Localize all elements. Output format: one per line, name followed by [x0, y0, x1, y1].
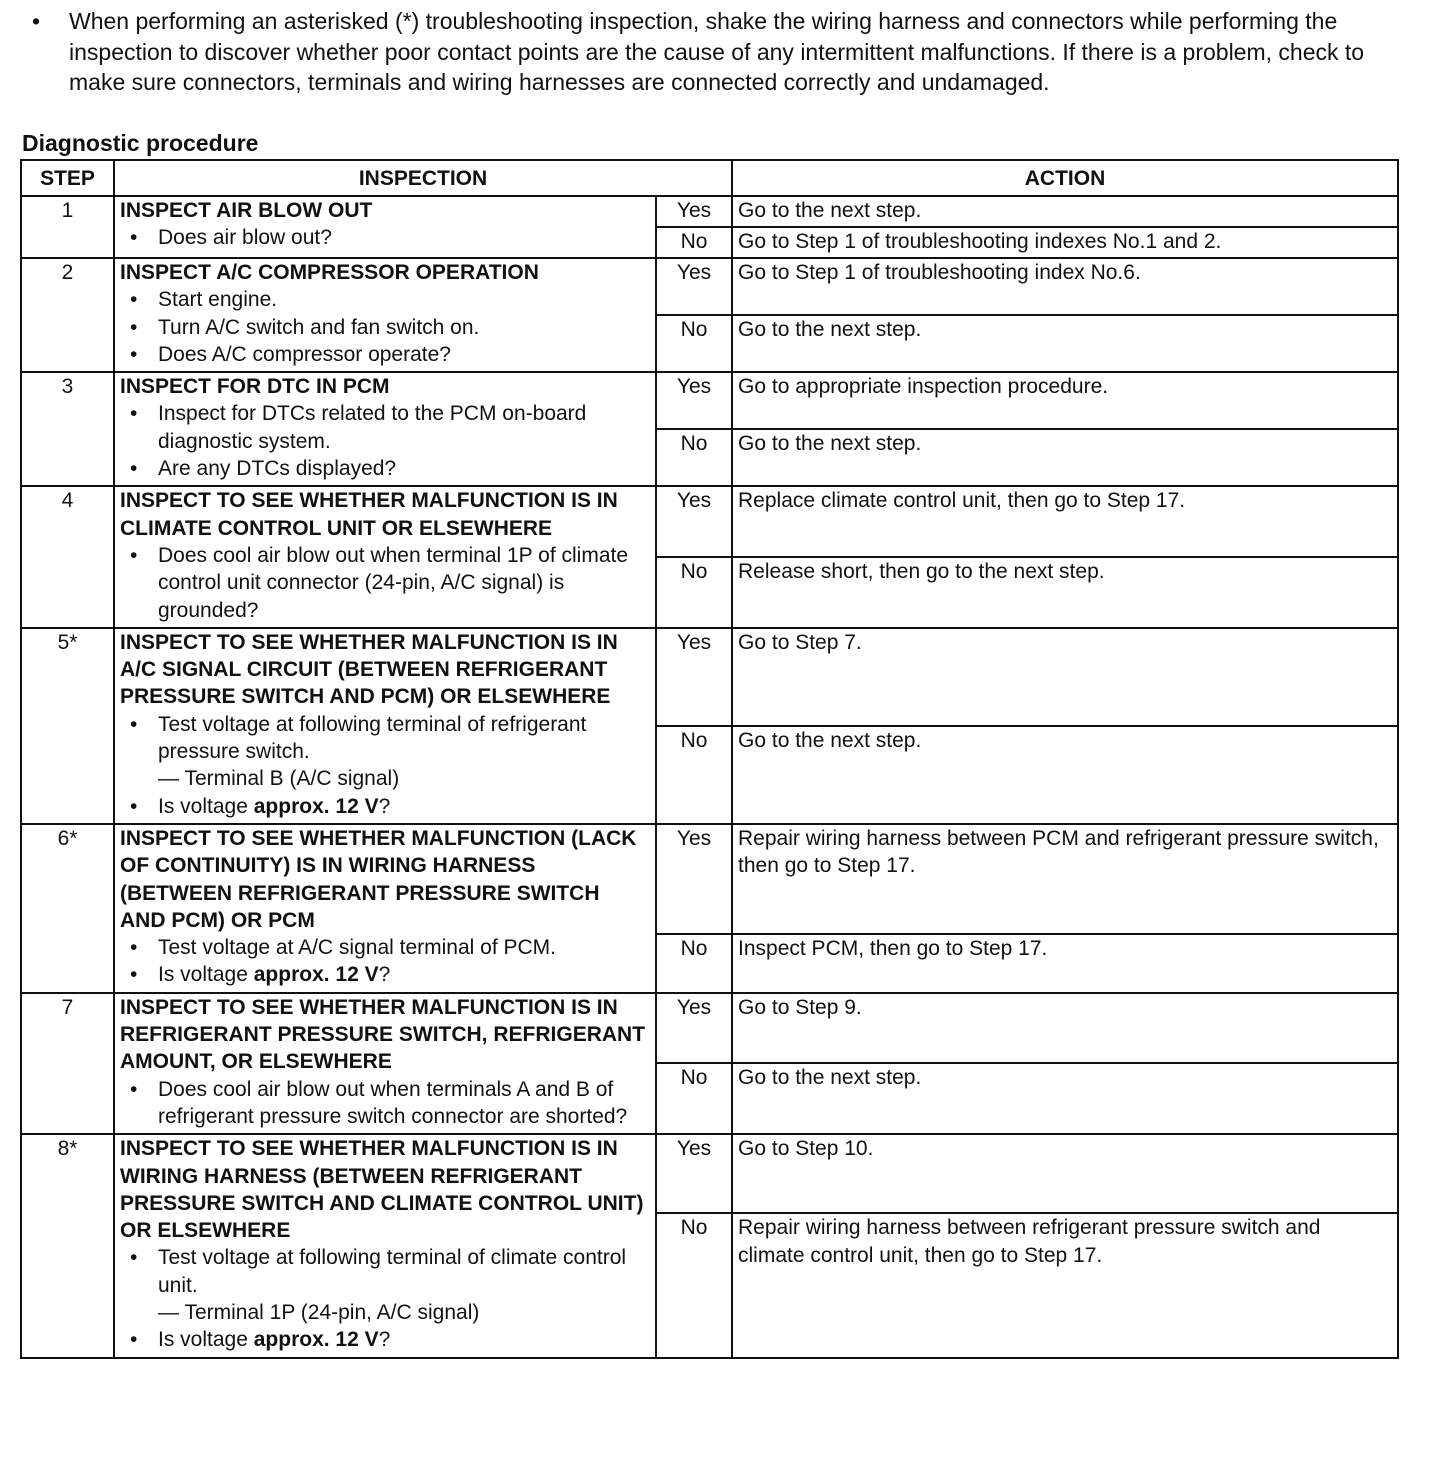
no-action: Go to the next step.: [732, 1063, 1398, 1134]
bullet-icon: •: [130, 794, 138, 818]
inspection-title: INSPECT FOR DTC IN PCM: [120, 375, 390, 399]
list-item: • Does A/C compressor operate?: [120, 341, 650, 368]
bullet-icon: •: [130, 712, 138, 736]
table-row: [21, 196, 1398, 227]
inspection-cell: [114, 824, 656, 993]
inspection-title: INSPECT TO SEE WHETHER MALFUNCTION IS IN CLIMATE CONTROL UNIT OR ELSEWHERE: [120, 489, 618, 540]
list-item: • Does cool air blow out when terminals A and B of refrigerant pressure switch connector are shorted?: [130, 1077, 628, 1128]
inspection-bullets: [120, 711, 650, 823]
inspection-cell: [114, 1134, 656, 1357]
no-action: Release short, then go to the next step.: [732, 557, 1398, 628]
no-label: No: [656, 557, 732, 628]
yes-label: Yes: [656, 196, 732, 227]
list-item: • Turn A/C switch and fan switch on.: [120, 314, 650, 341]
list-item: • Inspect for DTCs related to the PCM on-board diagnostic system.: [130, 402, 587, 453]
header-inspection: INSPECTION: [114, 160, 732, 196]
inspection-cell: [114, 486, 656, 627]
list-item: • Is voltage approx. 12 V?: [120, 793, 650, 820]
intro-text: When performing an asterisked (*) troubleshooting inspection, shake the wiring harness and connectors while performing the inspection to discover whether poor contact points are the cause of any intermittent malfunctions. If there is a problem, check to make sure connectors, terminals and wiring harnesses are connected correctly and undamaged.: [69, 8, 1365, 95]
inspection-title: INSPECT TO SEE WHETHER MALFUNCTION IS IN A/C SIGNAL CIRCUIT (BETWEEN REFRIGERANT PRESSURE SWITCH AND PCM) OR ELSEWHERE: [120, 630, 618, 709]
bullet-icon: •: [130, 1246, 138, 1270]
list-item: • Is voltage approx. 12 V?: [120, 1326, 650, 1353]
yes-action: Go to Step 9.: [732, 993, 1398, 1064]
header-step: STEP: [21, 160, 114, 196]
list-item: • Test voltage at following terminal of climate control unit.: [130, 1246, 627, 1297]
table-header-row: [21, 160, 1398, 196]
no-label: No: [656, 429, 732, 486]
inspection-title: INSPECT TO SEE WHETHER MALFUNCTION (LACK OF CONTINUITY) IS IN WIRING HARNESS (BETWEEN REFRIGERANT PRESSURE SWITCH AND PCM) OR PCM: [120, 826, 637, 932]
list-item: • Does cool air blow out when terminal 1P of climate control unit connector (24-pin, A/C signal) is grounded?: [130, 543, 629, 622]
step-number: 2: [21, 258, 114, 372]
intro-note: [32, 6, 1412, 98]
section-title: Diagnostic procedure: [22, 130, 259, 156]
yes-label: Yes: [656, 486, 732, 557]
inspection-bullets: [120, 286, 650, 371]
yes-action: Repair wiring harness between PCM and refrigerant pressure switch, then go to Step 17.: [732, 824, 1398, 934]
list-subitem: — Terminal 1P (24-pin, A/C signal): [158, 1300, 480, 1324]
table-row: [21, 1134, 1398, 1213]
table-row: [21, 258, 1398, 315]
list-subitem: — Terminal B (A/C signal): [158, 767, 400, 791]
no-label: No: [656, 1213, 732, 1357]
step-number: 4: [21, 486, 114, 627]
yes-action: Go to Step 10.: [732, 1134, 1398, 1213]
no-action: Go to the next step.: [732, 726, 1398, 824]
step-number: 3: [21, 372, 114, 486]
bullet-icon: •: [130, 936, 138, 960]
no-action: Go to the next step.: [732, 315, 1398, 372]
bullet-icon: •: [130, 1077, 138, 1101]
inspection-cell: [114, 628, 656, 824]
inspection-bullets: [120, 934, 650, 992]
no-label: No: [656, 934, 732, 993]
inspection-cell: [114, 372, 656, 486]
table-row: [21, 372, 1398, 429]
list-item: • Does air blow out?: [120, 224, 650, 251]
bullet-icon: •: [130, 342, 138, 366]
table-row: [21, 824, 1398, 934]
list-item: • Start engine.: [120, 286, 650, 313]
no-action: Repair wiring harness between refrigerant pressure switch and climate control unit, then go to Step 17.: [732, 1213, 1398, 1357]
diagnostic-table: [20, 159, 1399, 1359]
no-label: No: [656, 1063, 732, 1134]
inspection-bullets: [120, 224, 650, 254]
yes-action: Go to appropriate inspection procedure.: [732, 372, 1398, 429]
inspection-title: INSPECT TO SEE WHETHER MALFUNCTION IS IN REFRIGERANT PRESSURE SWITCH, REFRIGERANT AMOUNT, OR ELSEWHERE: [120, 995, 646, 1074]
no-label: No: [656, 726, 732, 824]
table-row: [21, 993, 1398, 1064]
inspection-bullets: [120, 1244, 650, 1356]
yes-action: Go to Step 1 of troubleshooting index No.6.: [732, 258, 1398, 315]
bullet-icon: •: [130, 543, 138, 567]
bullet-icon: •: [130, 226, 138, 250]
yes-action: Go to Step 7.: [732, 628, 1398, 726]
bullet-icon: •: [130, 402, 138, 426]
yes-label: Yes: [656, 993, 732, 1064]
step-number: 6*: [21, 824, 114, 993]
inspection-cell: [114, 258, 656, 372]
list-item: • Test voltage at following terminal of refrigerant pressure switch.: [130, 712, 587, 764]
yes-label: Yes: [656, 372, 732, 429]
yes-action: Replace climate control unit, then go to Step 17.: [732, 486, 1398, 557]
inspection-cell: [114, 993, 656, 1134]
step-number: 5*: [21, 628, 114, 824]
bullet-icon: •: [130, 1328, 138, 1352]
inspection-title: INSPECT TO SEE WHETHER MALFUNCTION IS IN WIRING HARNESS (BETWEEN REFRIGERANT PRESSURE SWITCH AND CLIMATE CONTROL UNIT) OR ELSEWHERE: [120, 1137, 644, 1243]
inspection-bullets: [120, 1076, 650, 1134]
step-number: 8*: [21, 1134, 114, 1357]
no-label: No: [656, 227, 732, 258]
header-action: ACTION: [732, 160, 1398, 196]
yes-label: Yes: [656, 1134, 732, 1213]
table-row: [21, 486, 1398, 557]
inspection-cell: [114, 196, 656, 258]
step-number: 7: [21, 993, 114, 1134]
bullet-icon: •: [32, 8, 41, 34]
yes-action: Go to the next step.: [732, 196, 1398, 227]
bullet-icon: •: [130, 315, 138, 339]
inspection-title: INSPECT AIR BLOW OUT: [120, 199, 373, 222]
list-item: • Test voltage at A/C signal terminal of PCM.: [120, 934, 650, 961]
yes-label: Yes: [656, 258, 732, 315]
table-row: [21, 628, 1398, 726]
no-action: Inspect PCM, then go to Step 17.: [732, 934, 1398, 993]
inspection-title: INSPECT A/C COMPRESSOR OPERATION: [120, 261, 539, 284]
list-item: • Are any DTCs displayed?: [120, 455, 650, 482]
bullet-icon: •: [130, 963, 138, 987]
bullet-icon: •: [130, 457, 138, 481]
step-number: 1: [21, 196, 114, 258]
inspection-bullets: [120, 542, 650, 627]
no-action: Go to the next step.: [732, 429, 1398, 486]
inspection-bullets: [120, 400, 650, 485]
no-label: No: [656, 315, 732, 372]
list-item: • Is voltage approx. 12 V?: [120, 961, 650, 988]
yes-label: Yes: [656, 824, 732, 934]
bullet-icon: •: [130, 288, 138, 312]
yes-label: Yes: [656, 628, 732, 726]
no-action: Go to Step 1 of troubleshooting indexes No.1 and 2.: [732, 227, 1398, 258]
